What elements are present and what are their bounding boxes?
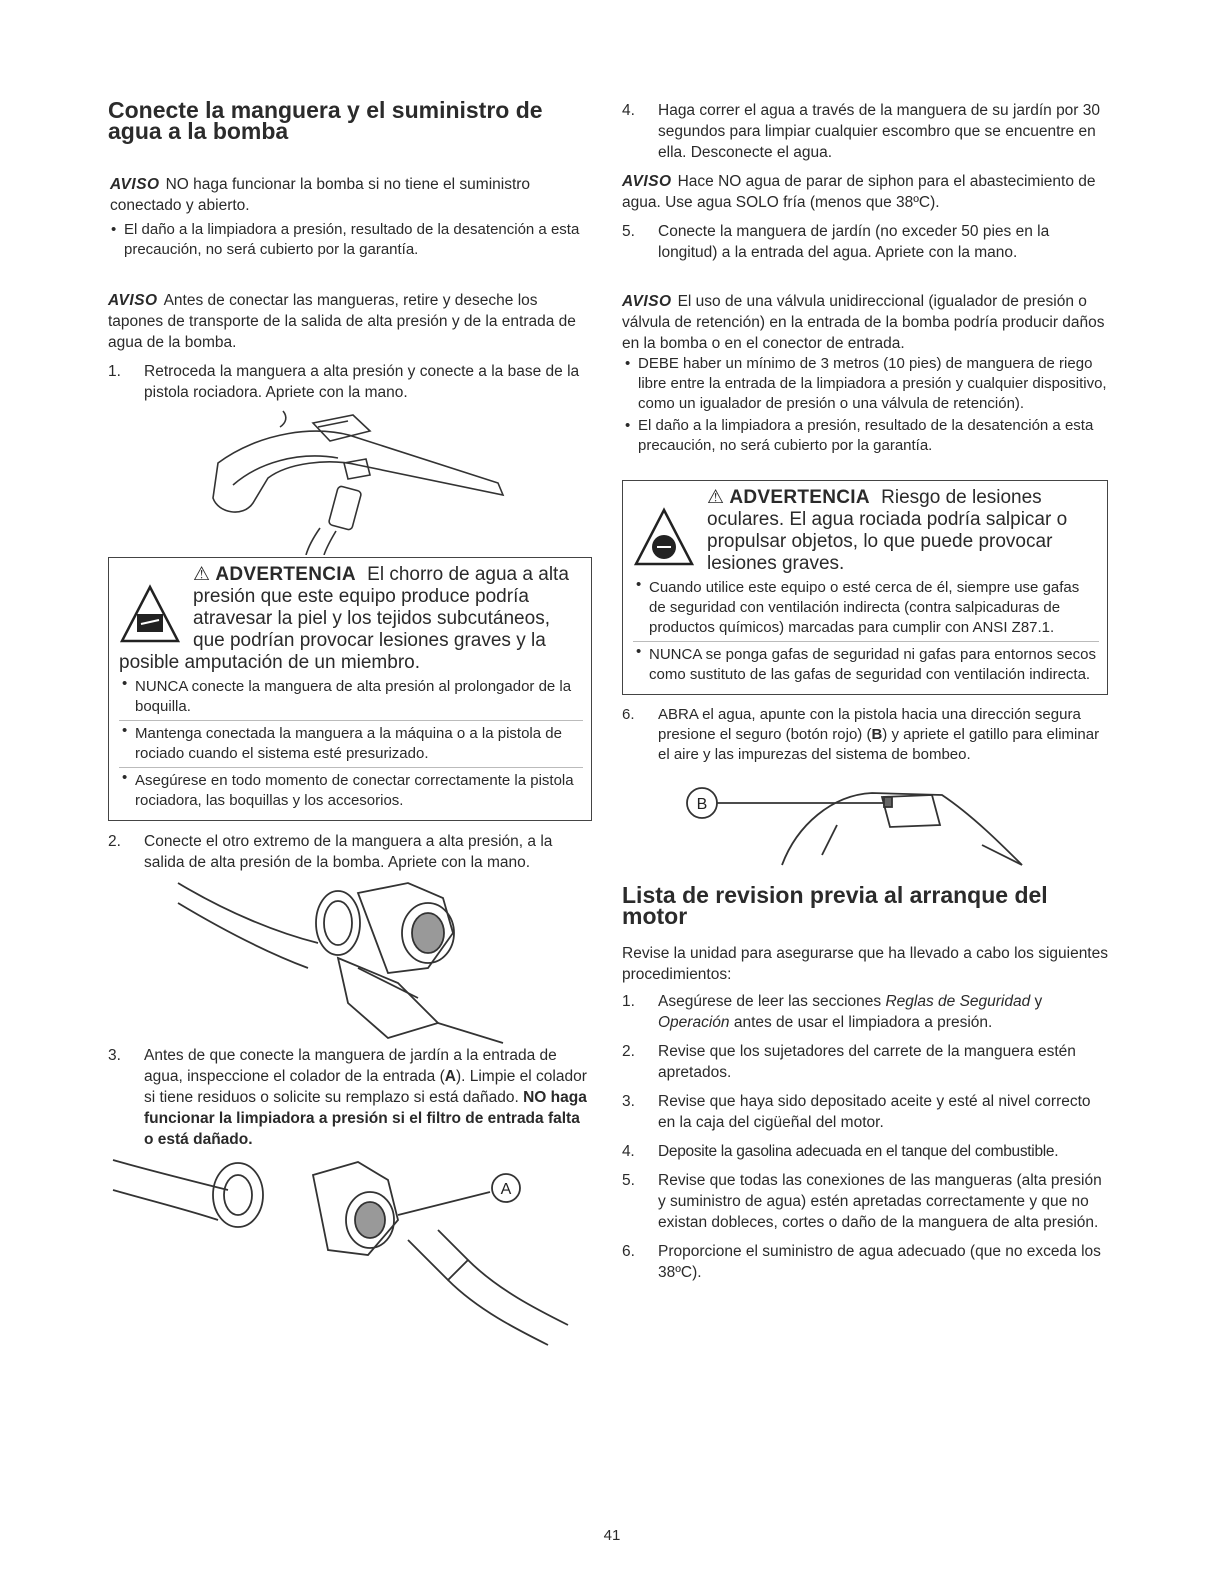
aviso-siphon — [622, 171, 1108, 213]
warning-header — [119, 564, 583, 674]
step-3 — [108, 1045, 592, 1150]
step-text: antes de usar el limpiadora a presión. — [729, 1014, 993, 1031]
warning-bullet: • NUNCA se ponga gafas de seguridad ni gafas para entornos secos como sustituto de las gafas de seguridad con ventilación indirecta. — [633, 641, 1099, 688]
pump-outlet-illustration — [108, 873, 592, 1045]
warning-title: ADVERTENCIA — [215, 564, 356, 585]
warning-bullet: • Asegúrese en todo momento de conectar correctamente la pistola rociadora, las boquillas y los accesorios. — [119, 767, 583, 814]
step-text: ). Limpie el colador si tiene residuos o solicite su remplazo si está dañado. — [144, 1068, 587, 1106]
checklist-item — [622, 991, 1108, 1033]
aviso-caps — [108, 290, 592, 353]
checklist-item — [622, 1241, 1108, 1283]
step-number: 2. — [622, 1043, 635, 1060]
step-text: Haga correr el agua a través de la manguera de su jardín por 30 segundos para limpiar cualquier escombro que se encuentre en ella. Desconecte el agua. — [658, 102, 1101, 161]
callout-label-a: A — [500, 1181, 512, 1198]
aviso-no-run — [108, 174, 592, 216]
step-text: Proporcione el suministro de agua adecuado (que no exceda los 38ºC). — [658, 1243, 1101, 1281]
eye-hazard-icon — [633, 507, 695, 569]
aviso-bullet: • DEBE haber un mínimo de 3 metros (10 pies) de manguera de riego libre entre la entrada de la limpiadora a presión y cualquier dispositivo, como un igualador de presión o una válvula de retención). — [622, 354, 1108, 414]
aviso-label: AVISO — [622, 293, 672, 310]
step-text: Revise que los sujetadores del carrete de la manguera estén apretados. — [658, 1043, 1076, 1081]
step-number: 5. — [622, 1172, 635, 1189]
aviso-bullet: • El daño a la limpiadora a presión, resultado de la desatención a esta precaución, no será cubierto por la garantía. — [108, 220, 592, 260]
aviso-text: Hace NO agua de parar de siphon para el abastecimiento de agua. Use agua SOLO fría (menos que 38ºC). — [622, 173, 1096, 211]
step-text: Revise que haya sido depositado aceite y esté al nivel correcto en la caja del cigüeñal del motor. — [658, 1093, 1091, 1131]
step-text: ABRA el agua, apunte con la pistola hacia una dirección segura presione el seguro (botón rojo) ( — [658, 706, 1081, 743]
step-1 — [108, 361, 592, 403]
step-6 — [622, 705, 1108, 765]
step-5 — [622, 221, 1108, 263]
step-text: Deposite la gasolina adecuada en el tanque del combustible. — [658, 1143, 1059, 1160]
checklist-intro: Revise la unidad para asegurarse que ha llevado a cabo los siguientes procedimientos: — [622, 945, 1108, 983]
callout-ref-b: B — [871, 726, 883, 743]
water-inlet-illustration — [108, 1150, 592, 1350]
step-number: 1. — [622, 993, 635, 1010]
step-text: Revise que todas las conexiones de las mangueras (alta presión y suministro de agua) estén apretadas correctamente y que no existan dobleces, cortes o daño de la manguera de alta presión. — [658, 1172, 1102, 1231]
step-bold-warning: NO haga funcionar la limpiadora a presión si el filtro de entrada falta o está dañado. — [144, 1089, 587, 1148]
warning-bullet: • NUNCA conecte la manguera de alta presión al prolongador de la boquilla. — [119, 674, 583, 720]
warning-header — [633, 487, 1099, 575]
step-emphasis: Reglas de Seguridad — [885, 993, 1031, 1010]
warning-box-eye — [622, 480, 1108, 695]
warning-text: Riesgo de lesiones oculares. El agua rociada podría salpicar o propulsar objetos, lo que puede provocar lesiones graves. — [707, 487, 1068, 574]
step-text: ) y apriete el gatillo para eliminar el aire y las impurezas del sistema de bombeo. — [658, 726, 1100, 763]
aviso-text: NO haga funcionar la bomba si no tiene el suministro conectado y abierto. — [110, 176, 531, 214]
step-number: 5. — [622, 223, 635, 240]
section-heading-connect-hose: Conecte la manguera y el suministro de agua a la bomba — [108, 97, 543, 144]
page-number: 41 — [603, 1527, 621, 1544]
step-number: 6. — [622, 706, 635, 723]
aviso-label: AVISO — [622, 173, 672, 190]
step-text: Conecte la manguera de jardín (no exceder 50 pies en la longitud) a la entrada del agua. Apriete con la mano. — [658, 223, 1050, 261]
step-number: 2. — [108, 833, 121, 850]
step-text: Conecte el otro extremo de la manguera a alta presión, a la salida de alta presión de la bomba. Apriete con la mano. — [144, 833, 553, 871]
step-text: Asegúrese de leer las secciones — [658, 993, 886, 1010]
aviso-label: AVISO — [108, 292, 158, 309]
safety-button-illustration — [622, 765, 1108, 875]
step-text: Antes de que conecte la manguera de jardín a la entrada de agua, inspeccione el colador de la entrada ( — [144, 1047, 557, 1085]
step-number: 4. — [622, 102, 635, 119]
step-4 — [622, 100, 1108, 163]
step-number: 1. — [108, 363, 121, 380]
step-number: 3. — [622, 1093, 635, 1110]
aviso-label: AVISO — [110, 176, 160, 193]
step-2 — [108, 831, 592, 873]
warning-bullet: • Cuando utilice este equipo o esté cerca de él, siempre use gafas de seguridad con ventilación indirecta (contra salpicaduras de productos químicos) marcadas para cumplir con ANSI Z87.1. — [633, 575, 1099, 641]
checklist-item — [622, 1141, 1108, 1162]
step-text: y — [1030, 993, 1043, 1010]
checklist-item — [622, 1170, 1108, 1233]
step-text: Retroceda la manguera a alta presión y conecte a la base de la pistola rociadora. Apriete con la mano. — [144, 363, 580, 401]
aviso-bullet: • El daño a la limpiadora a presión, resultado de la desatención a esta precaución, no será cubierto por la garantía. — [622, 416, 1108, 456]
right-column — [622, 100, 1108, 1283]
step-number: 3. — [108, 1047, 121, 1064]
warning-box-injection — [108, 557, 592, 821]
step-number: 6. — [622, 1243, 635, 1260]
warning-alert-icon: ⚠ — [193, 564, 211, 585]
warning-bullet: • Mantenga conectada la manguera a la máquina o a la pistola de rociado cuando el sistema esté presurizado. — [119, 720, 583, 767]
warning-title: ADVERTENCIA — [729, 487, 870, 508]
aviso-text: Antes de conectar las mangueras, retire y deseche los tapones de transporte de la salida de alta presión y de la entrada de agua de la bomba. — [108, 292, 576, 351]
spray-gun-illustration — [108, 403, 592, 555]
callout-label-b: B — [696, 796, 708, 813]
aviso-text: El uso de una válvula unidireccional (igualador de presión o válvula de retención) en la entrada de la bomba podría producir daños en la bomba o en el conector de entrada. — [622, 293, 1105, 352]
warning-alert-icon: ⚠ — [707, 487, 725, 508]
callout-ref-a: A — [444, 1068, 456, 1085]
warning-text: El chorro de agua a alta presión que este equipo produce podría atravesar la piel y los tejidos subcutáneos, que podrían provocar lesiones graves y la posible amputación de un miembro. — [119, 564, 569, 673]
injection-hazard-icon — [119, 584, 181, 646]
checklist-item — [622, 1041, 1108, 1083]
step-emphasis: Operación — [658, 1014, 730, 1031]
left-column — [108, 97, 592, 1350]
aviso-check-valve — [622, 291, 1108, 354]
checklist-item — [622, 1091, 1108, 1133]
section-heading-checklist: Lista de revision previa al arranque del motor — [622, 882, 1048, 929]
step-number: 4. — [622, 1143, 635, 1160]
